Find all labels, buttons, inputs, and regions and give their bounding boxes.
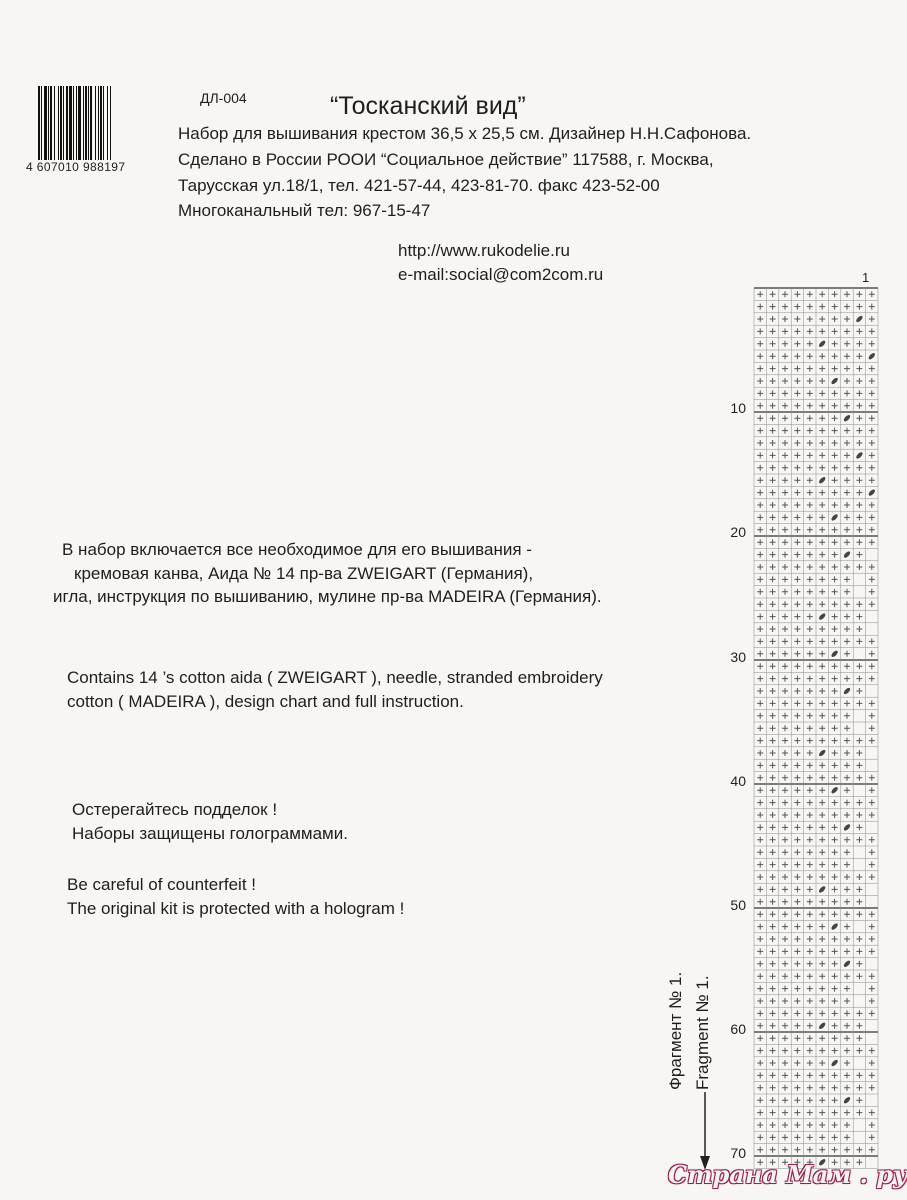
kit-contents-ru-line: игла, инструкция по вышиванию, мулине пр-ва MADEIRA (Германия). xyxy=(53,587,602,606)
chart-row-label: 20 xyxy=(730,524,746,540)
warning-en-line: The original kit is protected with a hologram ! xyxy=(67,899,405,918)
description-line: Набор для вышивания крестом 36,5 х 25,5 см. Дизайнер Н.Н.Сафонова. xyxy=(178,124,752,143)
fragment-label-ru: Фрагмент № 1. xyxy=(666,971,685,1090)
kit-contents-ru-line: В набор включается все необходимое для его вышивания - xyxy=(62,540,532,559)
kit-title: “Тосканский вид” xyxy=(330,92,526,120)
barcode xyxy=(36,86,140,166)
warning-ru-line: Остерегайтесь подделок ! xyxy=(72,800,278,819)
kit-contents-en-line: cotton ( MADEIRA ), design chart and full instruction. xyxy=(67,692,464,711)
chart-row-label: 50 xyxy=(730,897,746,913)
chart-grid xyxy=(750,286,876,1170)
chart-row-label: 10 xyxy=(730,400,746,416)
chart-row-label: 60 xyxy=(730,1021,746,1037)
website-link: http://www.rukodelie.ru xyxy=(398,241,570,260)
email-link: e-mail:social@com2com.ru xyxy=(398,265,604,284)
fragment-label-en: Fragment № 1. xyxy=(693,975,712,1090)
manufacturer-line: Сделано в России РООИ “Социальное действие” 117588, г. Москва, xyxy=(178,150,714,169)
address-line: Тарусская ул.18/1, тел. 421-57-44, 423-81-70. факс 423-52-00 xyxy=(178,176,660,195)
kit-contents-en-line: Contains 14 ’s cotton aida ( ZWEIGART ), needle, stranded embroidery xyxy=(67,668,603,687)
chart-row-label: 40 xyxy=(730,773,746,789)
barcode-number: 4 607010 988197 xyxy=(26,160,126,174)
chart-row-label: 70 xyxy=(730,1145,746,1161)
product-code: ДЛ-004 xyxy=(200,90,247,106)
warning-en-line: Be careful of counterfeit ! xyxy=(67,875,256,894)
site-watermark: Страна Мам . ру xyxy=(668,1160,907,1189)
chart-row-label: 30 xyxy=(730,649,746,665)
warning-ru-line: Наборы защищены голограммами. xyxy=(72,824,348,843)
chart-column-label: 1 xyxy=(862,270,870,285)
kit-contents-ru-line: кремовая канва, Аида № 14 пр-ва ZWEIGART (Германия), xyxy=(74,564,534,583)
phone-line: Многоканальный тел: 967-15-47 xyxy=(178,201,431,220)
cross-stitch-chart xyxy=(750,286,876,1170)
